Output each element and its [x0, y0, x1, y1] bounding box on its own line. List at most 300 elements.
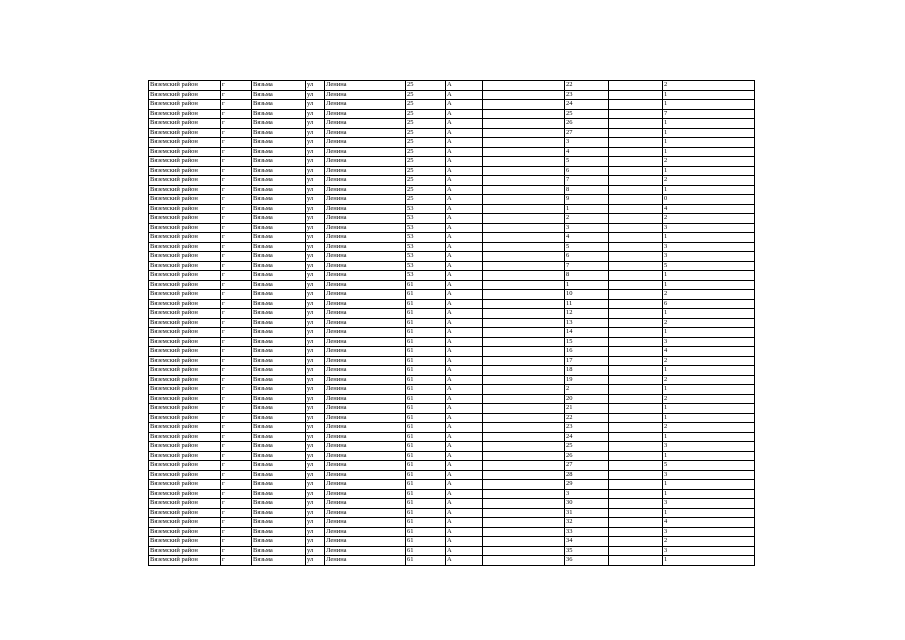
cell-district: Вяземский район — [149, 413, 221, 423]
cell-house-number: 61 — [406, 537, 446, 547]
cell-count: 3 — [663, 252, 755, 262]
table-row — [149, 366, 755, 376]
cell-count: 6 — [663, 299, 755, 309]
cell-building — [483, 81, 565, 91]
table-row — [149, 290, 755, 300]
cell-building — [483, 185, 565, 195]
cell-house-number: 61 — [406, 518, 446, 528]
cell-street-type: ул — [306, 81, 325, 91]
cell-district: Вяземский район — [149, 385, 221, 395]
cell-city-type: г — [221, 138, 252, 148]
cell-street-type: ул — [306, 480, 325, 490]
cell-apartment: 35 — [565, 546, 609, 556]
table-row — [149, 527, 755, 537]
cell-house-letter: А — [446, 252, 483, 262]
cell-building — [483, 195, 565, 205]
cell-city: Вязьма — [252, 157, 306, 167]
cell-count: 0 — [663, 195, 755, 205]
cell-street: Ленина — [325, 138, 406, 148]
cell-city: Вязьма — [252, 318, 306, 328]
cell-city: Вязьма — [252, 508, 306, 518]
cell-extra — [609, 461, 663, 471]
cell-city-type: г — [221, 100, 252, 110]
cell-city: Вязьма — [252, 147, 306, 157]
cell-extra — [609, 356, 663, 366]
cell-street-type: ул — [306, 461, 325, 471]
cell-street: Ленина — [325, 508, 406, 518]
cell-building — [483, 109, 565, 119]
cell-building — [483, 223, 565, 233]
cell-apartment: 27 — [565, 461, 609, 471]
cell-house-number: 25 — [406, 138, 446, 148]
cell-street-type: ул — [306, 242, 325, 252]
cell-city-type: г — [221, 546, 252, 556]
cell-house-letter: А — [446, 309, 483, 319]
cell-city: Вязьма — [252, 366, 306, 376]
table-row — [149, 537, 755, 547]
cell-street-type: ул — [306, 280, 325, 290]
cell-district: Вяземский район — [149, 90, 221, 100]
cell-apartment: 23 — [565, 90, 609, 100]
cell-city: Вязьма — [252, 394, 306, 404]
table-row — [149, 480, 755, 490]
cell-city-type: г — [221, 404, 252, 414]
cell-count: 1 — [663, 309, 755, 319]
table-row — [149, 147, 755, 157]
cell-city: Вязьма — [252, 299, 306, 309]
cell-street-type: ул — [306, 537, 325, 547]
cell-apartment: 36 — [565, 556, 609, 566]
cell-apartment: 13 — [565, 318, 609, 328]
cell-apartment: 15 — [565, 337, 609, 347]
table-row — [149, 499, 755, 509]
cell-city-type: г — [221, 556, 252, 566]
cell-house-number: 25 — [406, 166, 446, 176]
cell-building — [483, 404, 565, 414]
cell-district: Вяземский район — [149, 290, 221, 300]
cell-city: Вязьма — [252, 242, 306, 252]
cell-extra — [609, 470, 663, 480]
cell-street-type: ул — [306, 299, 325, 309]
cell-extra — [609, 109, 663, 119]
cell-house-number: 25 — [406, 185, 446, 195]
cell-city-type: г — [221, 394, 252, 404]
cell-apartment: 33 — [565, 527, 609, 537]
table-row — [149, 195, 755, 205]
cell-house-letter: А — [446, 546, 483, 556]
cell-street: Ленина — [325, 119, 406, 129]
cell-building — [483, 508, 565, 518]
cell-count: 1 — [663, 280, 755, 290]
cell-extra — [609, 166, 663, 176]
cell-extra — [609, 214, 663, 224]
cell-city-type: г — [221, 537, 252, 547]
cell-count: 1 — [663, 328, 755, 338]
table-row — [149, 347, 755, 357]
cell-house-number: 61 — [406, 309, 446, 319]
cell-apartment: 25 — [565, 109, 609, 119]
cell-apartment: 24 — [565, 432, 609, 442]
cell-extra — [609, 290, 663, 300]
cell-city-type: г — [221, 299, 252, 309]
table-row — [149, 166, 755, 176]
cell-street-type: ул — [306, 328, 325, 338]
cell-street-type: ул — [306, 556, 325, 566]
cell-city-type: г — [221, 318, 252, 328]
cell-street: Ленина — [325, 223, 406, 233]
cell-city-type: г — [221, 261, 252, 271]
table-row — [149, 261, 755, 271]
cell-extra — [609, 261, 663, 271]
cell-street: Ленина — [325, 470, 406, 480]
cell-city: Вязьма — [252, 138, 306, 148]
cell-city-type: г — [221, 233, 252, 243]
cell-street-type: ул — [306, 252, 325, 262]
table-row — [149, 119, 755, 129]
cell-district: Вяземский район — [149, 356, 221, 366]
cell-house-letter: А — [446, 404, 483, 414]
cell-city: Вязьма — [252, 546, 306, 556]
cell-count: 1 — [663, 556, 755, 566]
cell-house-letter: А — [446, 185, 483, 195]
cell-house-number: 61 — [406, 480, 446, 490]
cell-city-type: г — [221, 432, 252, 442]
cell-apartment: 22 — [565, 81, 609, 91]
cell-city: Вязьма — [252, 451, 306, 461]
cell-count: 2 — [663, 157, 755, 167]
cell-building — [483, 375, 565, 385]
cell-house-letter: А — [446, 518, 483, 528]
cell-district: Вяземский район — [149, 518, 221, 528]
cell-street-type: ул — [306, 527, 325, 537]
cell-house-number: 61 — [406, 290, 446, 300]
cell-house-number: 25 — [406, 90, 446, 100]
cell-street: Ленина — [325, 204, 406, 214]
cell-city: Вязьма — [252, 233, 306, 243]
cell-count: 1 — [663, 147, 755, 157]
cell-apartment: 1 — [565, 280, 609, 290]
cell-apartment: 12 — [565, 309, 609, 319]
cell-city-type: г — [221, 195, 252, 205]
cell-count: 1 — [663, 432, 755, 442]
cell-city: Вязьма — [252, 518, 306, 528]
cell-extra — [609, 81, 663, 91]
cell-count: 1 — [663, 233, 755, 243]
cell-extra — [609, 385, 663, 395]
cell-building — [483, 176, 565, 186]
cell-house-number: 61 — [406, 499, 446, 509]
cell-extra — [609, 204, 663, 214]
table-row — [149, 81, 755, 91]
cell-street-type: ул — [306, 499, 325, 509]
cell-building — [483, 233, 565, 243]
cell-district: Вяземский район — [149, 280, 221, 290]
cell-street: Ленина — [325, 90, 406, 100]
cell-house-letter: А — [446, 233, 483, 243]
data-table — [148, 80, 755, 566]
cell-house-number: 25 — [406, 147, 446, 157]
cell-city: Вязьма — [252, 537, 306, 547]
cell-district: Вяземский район — [149, 537, 221, 547]
cell-house-letter: А — [446, 480, 483, 490]
cell-city-type: г — [221, 356, 252, 366]
cell-street-type: ул — [306, 442, 325, 452]
cell-street: Ленина — [325, 347, 406, 357]
cell-district: Вяземский район — [149, 214, 221, 224]
cell-apartment: 31 — [565, 508, 609, 518]
cell-district: Вяземский район — [149, 347, 221, 357]
cell-house-number: 25 — [406, 81, 446, 91]
cell-count: 1 — [663, 489, 755, 499]
cell-house-number: 61 — [406, 328, 446, 338]
cell-city-type: г — [221, 508, 252, 518]
cell-building — [483, 461, 565, 471]
cell-city: Вязьма — [252, 204, 306, 214]
cell-extra — [609, 442, 663, 452]
cell-city-type: г — [221, 204, 252, 214]
cell-house-letter: А — [446, 214, 483, 224]
cell-apartment: 3 — [565, 223, 609, 233]
cell-house-letter: А — [446, 366, 483, 376]
cell-city-type: г — [221, 328, 252, 338]
cell-house-number: 53 — [406, 214, 446, 224]
cell-extra — [609, 271, 663, 281]
cell-district: Вяземский район — [149, 366, 221, 376]
cell-city: Вязьма — [252, 214, 306, 224]
table-body — [149, 81, 755, 566]
cell-street-type: ул — [306, 518, 325, 528]
cell-district: Вяземский район — [149, 261, 221, 271]
cell-extra — [609, 546, 663, 556]
cell-apartment: 22 — [565, 413, 609, 423]
cell-count: 1 — [663, 271, 755, 281]
cell-count: 1 — [663, 404, 755, 414]
cell-street: Ленина — [325, 214, 406, 224]
cell-building — [483, 356, 565, 366]
cell-city-type: г — [221, 337, 252, 347]
cell-apartment: 14 — [565, 328, 609, 338]
cell-street: Ленина — [325, 185, 406, 195]
cell-street-type: ул — [306, 337, 325, 347]
cell-count: 1 — [663, 166, 755, 176]
cell-building — [483, 271, 565, 281]
cell-district: Вяземский район — [149, 546, 221, 556]
cell-count: 1 — [663, 385, 755, 395]
cell-city: Вязьма — [252, 423, 306, 433]
cell-house-number: 61 — [406, 347, 446, 357]
table-row — [149, 356, 755, 366]
cell-house-number: 25 — [406, 157, 446, 167]
cell-building — [483, 556, 565, 566]
cell-district: Вяземский район — [149, 309, 221, 319]
cell-street-type: ул — [306, 394, 325, 404]
cell-building — [483, 489, 565, 499]
cell-house-letter: А — [446, 138, 483, 148]
cell-house-number: 61 — [406, 508, 446, 518]
cell-street: Ленина — [325, 461, 406, 471]
cell-building — [483, 204, 565, 214]
cell-house-number: 61 — [406, 432, 446, 442]
cell-district: Вяземский район — [149, 147, 221, 157]
cell-district: Вяземский район — [149, 499, 221, 509]
cell-house-number: 61 — [406, 394, 446, 404]
cell-building — [483, 119, 565, 129]
cell-building — [483, 100, 565, 110]
cell-district: Вяземский район — [149, 527, 221, 537]
cell-street-type: ул — [306, 375, 325, 385]
table-row — [149, 337, 755, 347]
cell-house-letter: А — [446, 442, 483, 452]
cell-extra — [609, 394, 663, 404]
cell-apartment: 30 — [565, 499, 609, 509]
cell-extra — [609, 556, 663, 566]
cell-house-letter: А — [446, 147, 483, 157]
cell-apartment: 29 — [565, 480, 609, 490]
cell-apartment: 26 — [565, 451, 609, 461]
cell-building — [483, 480, 565, 490]
cell-extra — [609, 90, 663, 100]
cell-house-number: 53 — [406, 271, 446, 281]
table-row — [149, 461, 755, 471]
cell-city-type: г — [221, 451, 252, 461]
cell-house-number: 61 — [406, 451, 446, 461]
cell-extra — [609, 537, 663, 547]
cell-city-type: г — [221, 290, 252, 300]
cell-city: Вязьма — [252, 195, 306, 205]
cell-count: 5 — [663, 261, 755, 271]
cell-street: Ленина — [325, 109, 406, 119]
cell-street: Ленина — [325, 423, 406, 433]
cell-street: Ленина — [325, 394, 406, 404]
cell-building — [483, 128, 565, 138]
cell-street-type: ул — [306, 309, 325, 319]
cell-house-letter: А — [446, 81, 483, 91]
cell-district: Вяземский район — [149, 100, 221, 110]
cell-apartment: 21 — [565, 404, 609, 414]
table-row — [149, 318, 755, 328]
cell-district: Вяземский район — [149, 556, 221, 566]
cell-house-letter: А — [446, 271, 483, 281]
cell-extra — [609, 366, 663, 376]
cell-district: Вяземский район — [149, 185, 221, 195]
cell-district: Вяземский район — [149, 470, 221, 480]
cell-city-type: г — [221, 470, 252, 480]
cell-city-type: г — [221, 527, 252, 537]
table-row — [149, 138, 755, 148]
cell-house-number: 61 — [406, 461, 446, 471]
cell-district: Вяземский район — [149, 252, 221, 262]
table-row — [149, 109, 755, 119]
cell-street-type: ул — [306, 109, 325, 119]
table-row — [149, 451, 755, 461]
cell-city-type: г — [221, 347, 252, 357]
table-row — [149, 489, 755, 499]
cell-house-letter: А — [446, 166, 483, 176]
cell-house-number: 25 — [406, 176, 446, 186]
table-row — [149, 242, 755, 252]
cell-house-letter: А — [446, 470, 483, 480]
cell-street-type: ул — [306, 261, 325, 271]
cell-house-letter: А — [446, 347, 483, 357]
table-row — [149, 271, 755, 281]
cell-street-type: ул — [306, 489, 325, 499]
cell-district: Вяземский район — [149, 223, 221, 233]
cell-count: 2 — [663, 537, 755, 547]
cell-extra — [609, 100, 663, 110]
cell-building — [483, 347, 565, 357]
cell-building — [483, 309, 565, 319]
cell-district: Вяземский район — [149, 328, 221, 338]
cell-street-type: ул — [306, 470, 325, 480]
cell-street: Ленина — [325, 356, 406, 366]
table-row — [149, 204, 755, 214]
table-row — [149, 214, 755, 224]
cell-house-number: 53 — [406, 223, 446, 233]
cell-extra — [609, 157, 663, 167]
table-row — [149, 375, 755, 385]
cell-house-letter: А — [446, 280, 483, 290]
table-row — [149, 470, 755, 480]
cell-city-type: г — [221, 185, 252, 195]
cell-district: Вяземский район — [149, 299, 221, 309]
cell-building — [483, 442, 565, 452]
cell-extra — [609, 423, 663, 433]
cell-apartment: 2 — [565, 214, 609, 224]
cell-building — [483, 280, 565, 290]
cell-district: Вяземский район — [149, 128, 221, 138]
table-row — [149, 413, 755, 423]
cell-building — [483, 423, 565, 433]
cell-apartment: 6 — [565, 252, 609, 262]
cell-street: Ленина — [325, 489, 406, 499]
cell-extra — [609, 480, 663, 490]
cell-district: Вяземский район — [149, 204, 221, 214]
cell-city-type: г — [221, 385, 252, 395]
cell-building — [483, 394, 565, 404]
cell-count: 2 — [663, 423, 755, 433]
table-row — [149, 423, 755, 433]
cell-city-type: г — [221, 375, 252, 385]
cell-street-type: ул — [306, 157, 325, 167]
cell-house-number: 61 — [406, 299, 446, 309]
cell-house-letter: А — [446, 157, 483, 167]
cell-street-type: ул — [306, 508, 325, 518]
cell-city-type: г — [221, 309, 252, 319]
cell-city: Вязьма — [252, 261, 306, 271]
cell-house-letter: А — [446, 318, 483, 328]
cell-district: Вяземский район — [149, 461, 221, 471]
cell-house-number: 61 — [406, 404, 446, 414]
table-row — [149, 546, 755, 556]
cell-building — [483, 413, 565, 423]
cell-building — [483, 328, 565, 338]
cell-street: Ленина — [325, 413, 406, 423]
cell-district: Вяземский район — [149, 166, 221, 176]
cell-street: Ленина — [325, 271, 406, 281]
cell-street: Ленина — [325, 195, 406, 205]
cell-count: 2 — [663, 214, 755, 224]
cell-street: Ленина — [325, 100, 406, 110]
cell-house-letter: А — [446, 451, 483, 461]
cell-apartment: 8 — [565, 271, 609, 281]
cell-city-type: г — [221, 423, 252, 433]
cell-house-number: 61 — [406, 337, 446, 347]
cell-building — [483, 290, 565, 300]
cell-street: Ленина — [325, 451, 406, 461]
cell-extra — [609, 451, 663, 461]
cell-house-number: 25 — [406, 119, 446, 129]
cell-street: Ленина — [325, 147, 406, 157]
